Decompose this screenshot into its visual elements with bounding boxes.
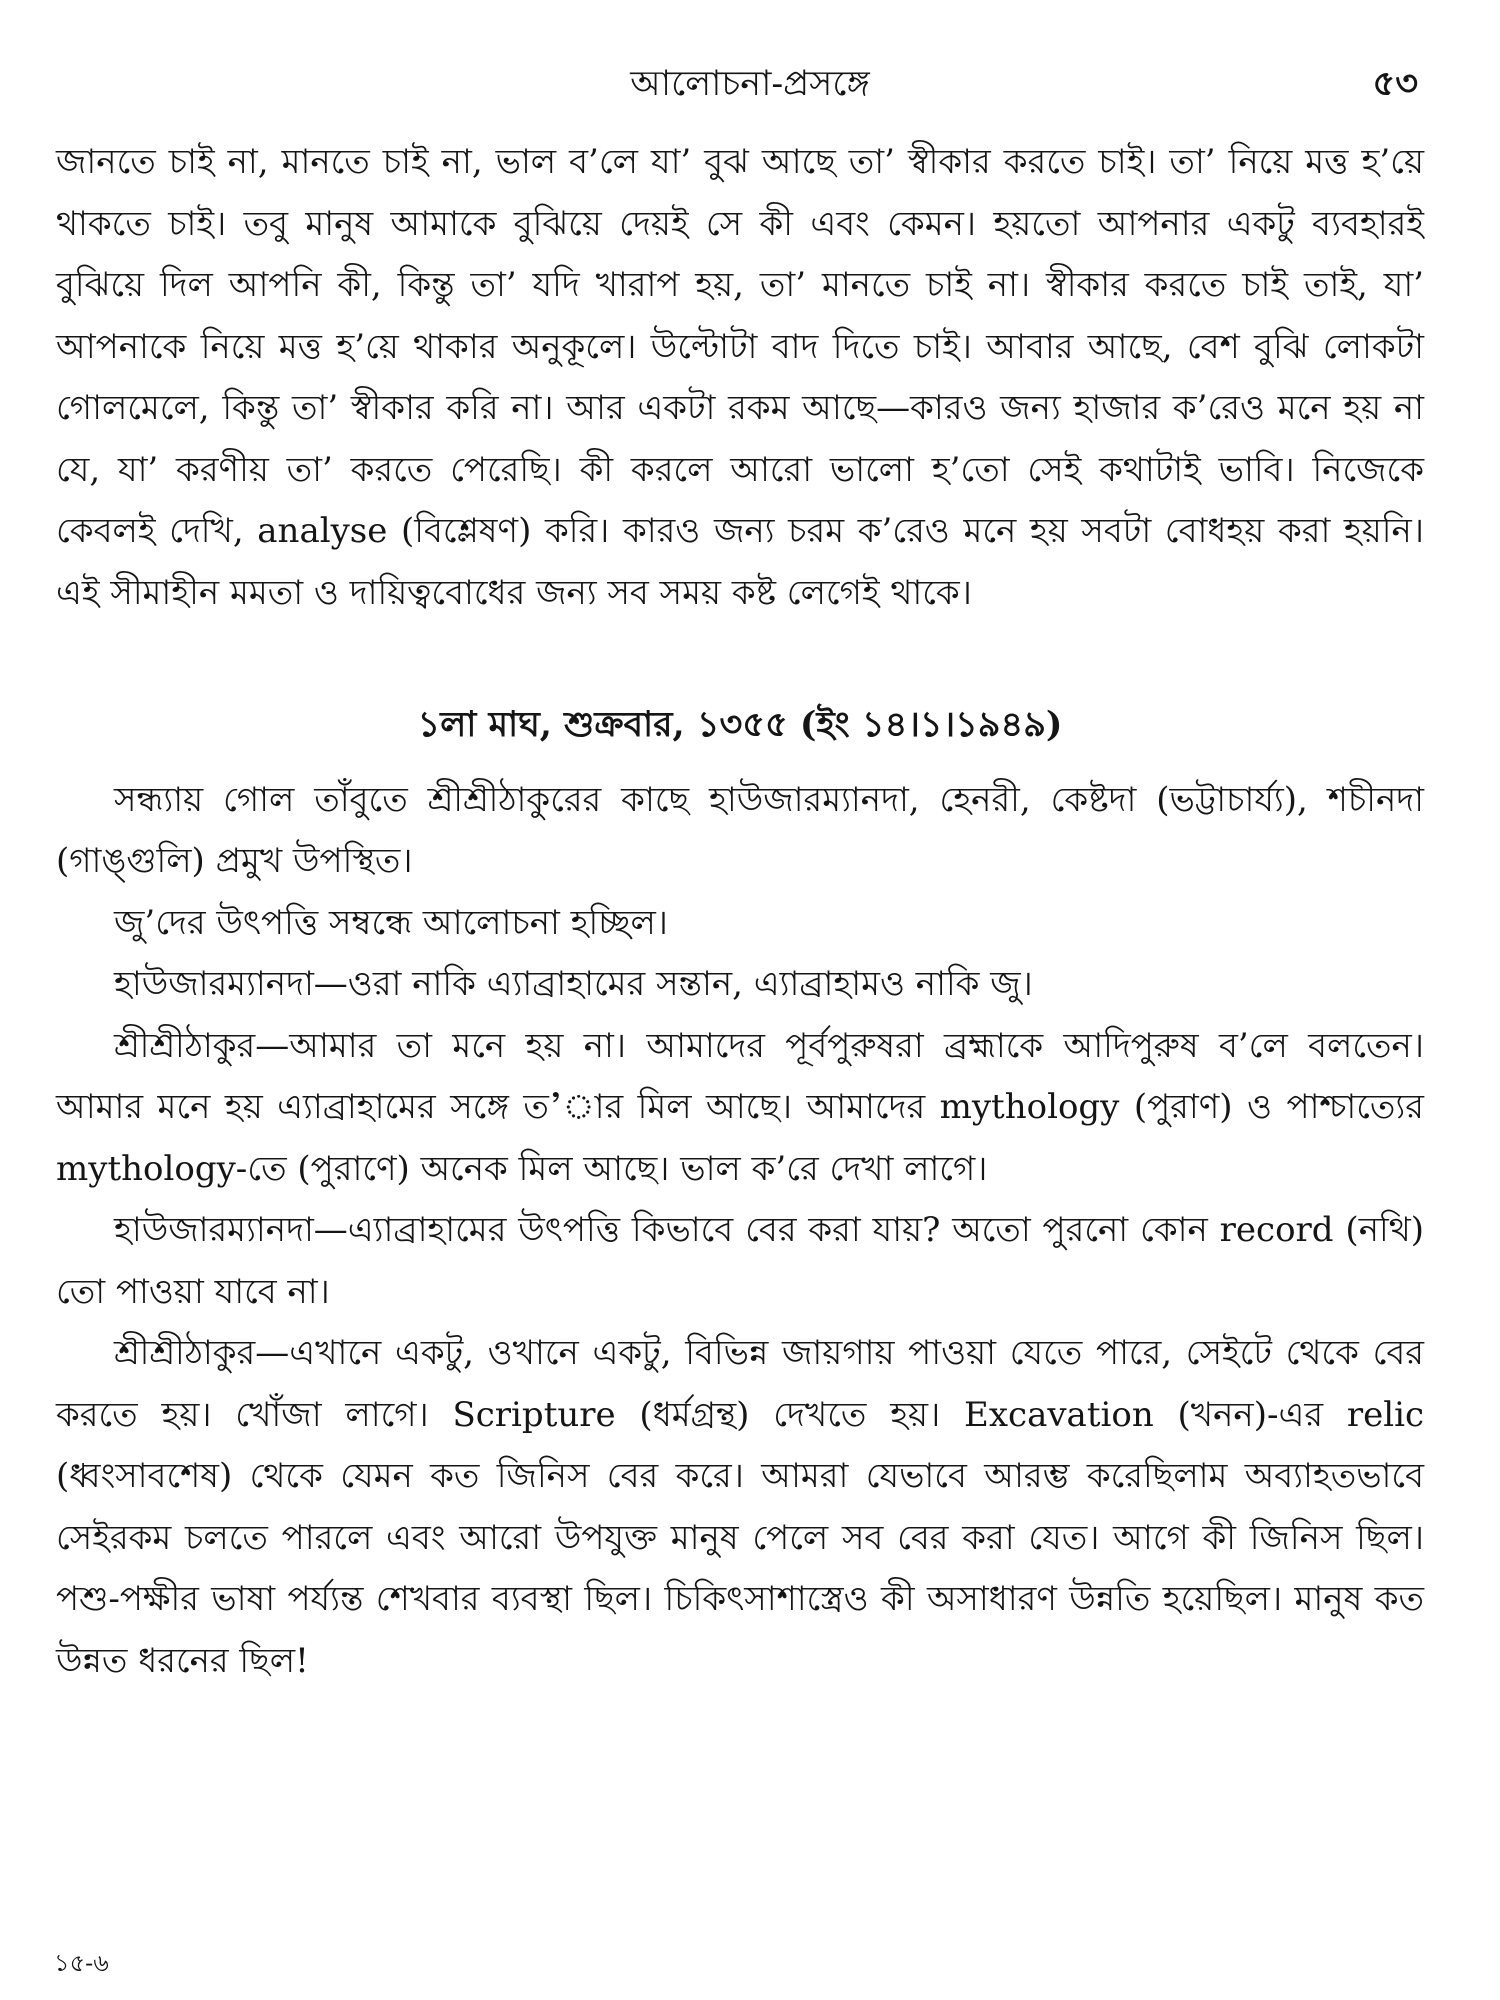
- paragraph: সন্ধ্যায় গোল তাঁবুতে শ্রীশ্রীঠাকুরের কাছে হাউজারম্যানদা, হেনরী, কেষ্টদা (ভট্টাচার্য্য), শচীনদা (গাঙ্গুলি) প্রমুখ উপস্থিত।: [56, 779, 1424, 881]
- signature-mark: ১৫-৬: [54, 1949, 109, 1977]
- date-heading: ১লা মাঘ, শুক্রবার, ১৩৫৫ (ইং ১৪।১।১৯৪৯): [417, 704, 1063, 745]
- running-title: আলোচনা-প্রসঙ্গে: [630, 64, 870, 104]
- paragraph: শ্রীশ্রীঠাকুর—এখানে একটু, ওখানে একটু, বিভিন্ন জায়গায় পাওয়া যেতে পারে, সেইটে থেকে বের করতে হয়। খোঁজা লাগে। Scripture (ধর্মগ্রন্থ) দেখতে হয়। Excavation (খনন)-এর relic (ধ্বংসাবশেষ) থেকে যেমন কত জিনিস বের করে। আমরা যেভাবে আরম্ভ করেছিলাম অব্যাহতভাবে সেইরকম চলতে পারলে এবং আরো উপযুক্ত মানুষ পেলে সব বের করা যেত। আগে কী জিনিস ছিল। পশু-পক্ষীর ভাষা পর্য্যন্ত শেখবার ব্যবস্থা ছিল। চিকিৎসাশাস্ত্রেও কী অসাধারণ উন্নতি হয়েছিল। মানুষ কত উন্নত ধরনের ছিল!: [56, 1333, 1424, 1681]
- paragraph: শ্রীশ্রীঠাকুর—আমার তা মনে হয় না। আমাদের পূর্বপুরুষরা ব্রহ্মাকে আদিপুরুষ ব’লে বলতেন। আমার মনে হয় এ্যাব্রাহামের সঙ্গে ত’ার মিল আছে। আমাদের mythology (পুরাণ) ও পাশ্চাত্যের mythology-তে (পুরাণে) অনেক মিল আছে। ভাল ক’রে দেখা লাগে।: [56, 1025, 1424, 1189]
- continued-paragraph: জানতে চাই না, মানতে চাই না, ভাল ব’লে যা’ বুঝ আছে তা’ স্বীকার করতে চাই। তা’ নিয়ে মত্ত হ’য়ে থাকতে চাই। তবু মানুষ আমাকে বুঝিয়ে দেয়ই সে কী এবং কেমন। হয়তো আপনার একটু ব্যবহারই বুঝিয়ে দিল আপনি কী, কিন্তু তা’ যদি খারাপ হয়, তা’ মানতে চাই না। স্বীকার করতে চাই তাই, যা’ আপনাকে নিয়ে মত্ত হ’য়ে থাকার অনুকূলে। উল্টোটা বাদ দিতে চাই। আবার আছে, বেশ বুঝি লোকটা গোলমেলে, কিন্তু তা’ স্বীকার করি না। আর একটা রকম আছে—কারও জন্য হাজার ক’রেও মনে হয় না যে, যা’ করণীয় তা’ করতে পেরেছি। কী করলে আরো ভালো হ’তো সেই কথাটাই ভাবি। নিজেকে কেবলই দেখি, analyse (বিশ্লেষণ) করি। কারও জন্য চরম ক’রেও মনে হয় সবটা বোধহয় করা হয়নি। এই সীমাহীন মমতা ও দায়িত্ববোধের জন্য সব সময় কষ্ট লেগেই থাকে।: [56, 142, 1424, 613]
- paragraph: হাউজারম্যানদা—ওরা নাকি এ্যাব্রাহামের সন্তান, এ্যাব্রাহামও নাকি জু।: [114, 964, 1033, 1004]
- paragraph: জু’দের উৎপত্তি সম্বন্ধে আলোচনা হচ্ছিল।: [114, 902, 668, 943]
- paragraph: হাউজারম্যানদা—এ্যাব্রাহামের উৎপত্তি কিভাবে বের করা যায়? অতো পুরনো কোন record (নথি) তো পাওয়া যাবে না।: [56, 1210, 1424, 1312]
- body-text: [56, 132, 1424, 1692]
- page-number: ৫৩: [1372, 63, 1418, 104]
